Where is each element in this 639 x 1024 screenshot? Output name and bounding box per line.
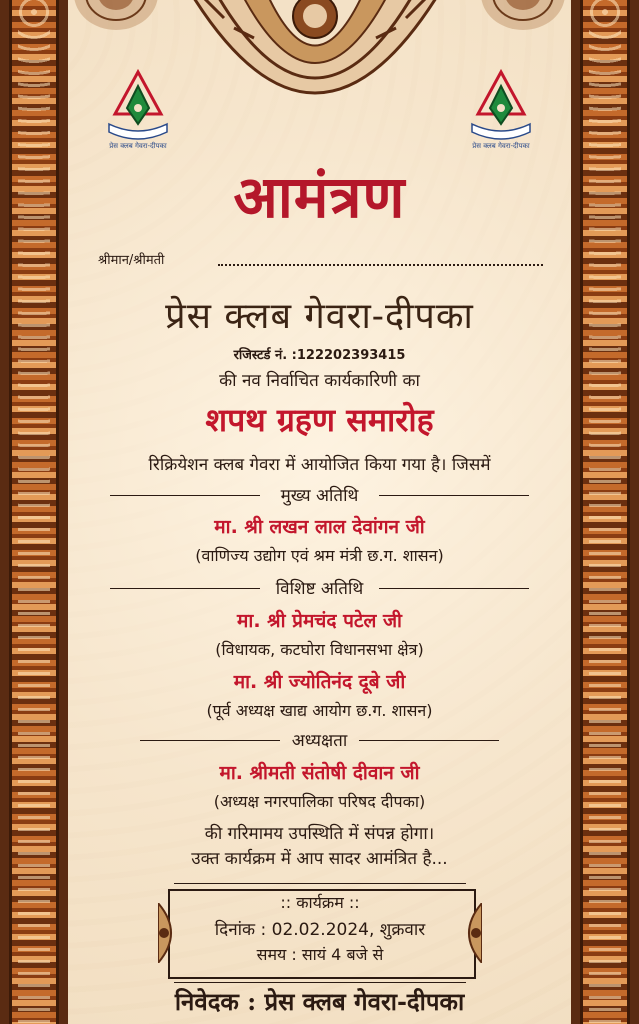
logo-caption: प्रेस क्लब गेवरा-दीपका xyxy=(472,142,530,150)
registration-number: रजिस्टर्ड नं. :122202393415 xyxy=(233,348,406,363)
addressee-blank-line xyxy=(218,264,543,266)
footer-requester: निवेदक : प्रेस क्लब गेवरा-दीपका xyxy=(174,987,465,1016)
chief-guest-heading: मुख्य अतिथि xyxy=(80,483,559,507)
presidency-name: मा. श्रीमती संतोषी दीवान जी xyxy=(219,762,420,784)
pen-nib-logo-icon xyxy=(466,68,536,144)
right-decorative-border xyxy=(571,0,639,1024)
program-time: समय : सायं 4 बजे से xyxy=(256,945,384,964)
venue-line: रिक्रियेशन क्लब गेवरा में आयोजित किया गया है। जिसमें xyxy=(148,455,491,475)
special-guest-description: (पूर्व अध्यक्ष खाद्य आयोग छ.ग. शासन) xyxy=(206,701,433,720)
mandala-ornament xyxy=(184,0,446,124)
program-heading: :: कार्यक्रम :: xyxy=(280,893,360,912)
club-name: प्रेस क्लब गेवरा-दीपका xyxy=(165,296,474,337)
special-guest-name: मा. श्री प्रेमचंद पटेल जी xyxy=(237,610,402,632)
presidency-description: (अध्यक्ष नगरपालिका परिषद दीपका) xyxy=(213,792,426,811)
addressee-label: श्रीमान/श्रीमती xyxy=(98,253,165,268)
special-guest-name: मा. श्री ज्योतिनंद दूबे जी xyxy=(233,671,406,693)
closing-line: की गरिमामय उपस्थिति में संपन्न होगा। xyxy=(204,824,435,844)
program-date: दिनांक : 02.02.2024, शुक्रवार xyxy=(214,920,426,940)
left-decorative-border xyxy=(0,0,68,1024)
press-club-logo-left xyxy=(103,68,173,160)
presidency-heading: अध्यक्षता xyxy=(80,728,559,752)
program-box xyxy=(158,883,482,981)
chief-guest-name: मा. श्री लखन लाल देवांगन जी xyxy=(214,516,425,538)
event-title: शपथ ग्रहण समारोह xyxy=(205,401,434,439)
pen-nib-logo-icon xyxy=(103,68,173,144)
invitation-title: आमंत्रण xyxy=(233,163,406,231)
chief-guest-description: (वाणिज्य उद्योग एवं श्रम मंत्री छ.ग. शासन) xyxy=(195,546,444,565)
logo-caption: प्रेस क्लब गेवरा-दीपका xyxy=(109,142,167,150)
special-guest-description: (विधायक, कटघोरा विधानसभा क्षेत्र) xyxy=(215,640,424,659)
closing-line: उक्त कार्यक्रम में आप सादर आमंत्रित है... xyxy=(191,849,448,869)
corner-ornament-right xyxy=(479,0,567,32)
addressee-row xyxy=(98,250,543,274)
new-executive-line: की नव निर्वाचित कार्यकारिणी का xyxy=(219,371,420,391)
corner-ornament-left xyxy=(72,0,160,32)
press-club-logo-right xyxy=(466,68,536,160)
special-guest-heading: विशिष्ट अतिथि xyxy=(80,576,559,600)
